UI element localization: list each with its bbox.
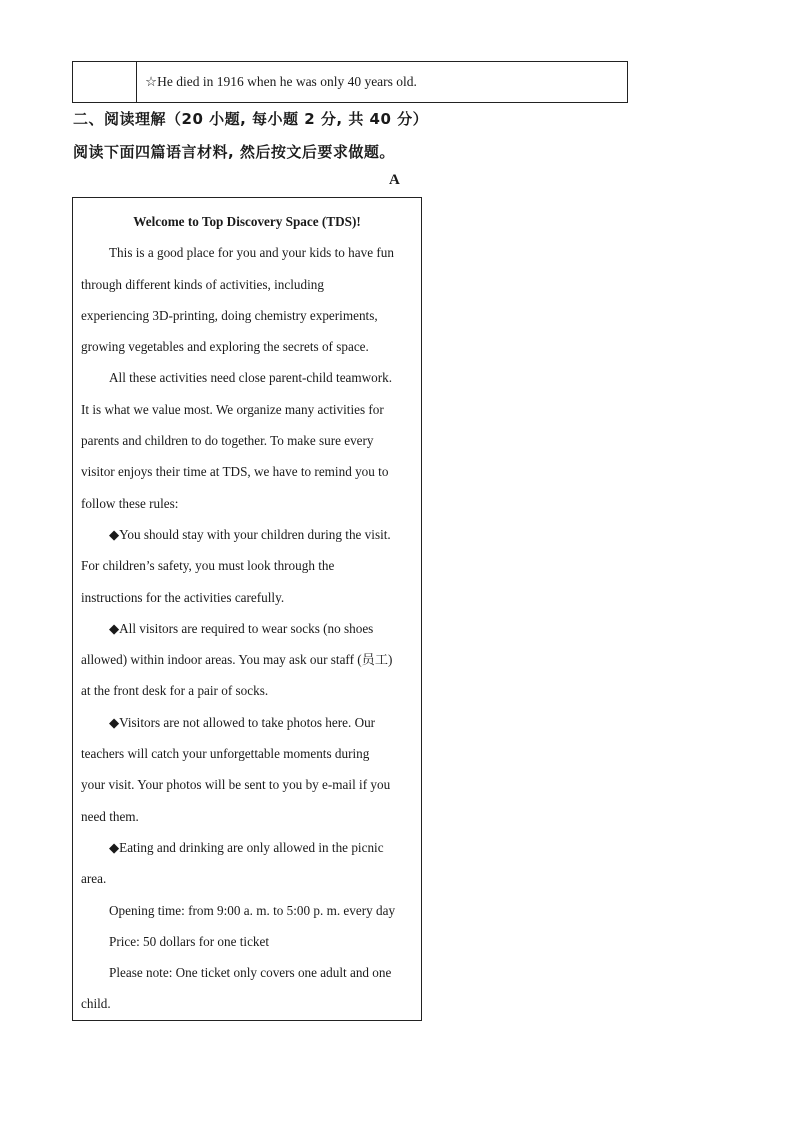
rule-line: ◆Eating and drinking are only allowed in the picnic bbox=[109, 839, 384, 855]
passage-line: allowed) within indoor areas. You may ask our staff (员工) bbox=[81, 652, 393, 668]
passage-line: teachers will catch your unforgettable moments during bbox=[81, 746, 370, 762]
passage-title: Welcome to Top Discovery Space (TDS)! bbox=[133, 214, 361, 229]
passage-line: visitor enjoys their time at TDS, we have to remind you to bbox=[81, 464, 389, 480]
passage-line: area. bbox=[81, 871, 107, 887]
passage-line: parents and children to do together. To make sure every bbox=[81, 433, 374, 449]
passage-box bbox=[72, 197, 422, 1021]
rule-line: ◆You should stay with your children during the visit. bbox=[109, 526, 391, 542]
ticket-price: Price: 50 dollars for one ticket bbox=[109, 933, 270, 949]
passage-line: child. bbox=[81, 996, 111, 1012]
passage-line: need them. bbox=[81, 808, 139, 824]
passage-label: A bbox=[389, 172, 400, 188]
section-heading: 二、阅读理解（20 小题, 每小题 2 分, 共 40 分） bbox=[73, 110, 429, 128]
passage-line: For children’s safety, you must look through the bbox=[81, 558, 335, 574]
passage-line: growing vegetables and exploring the secrets of space. bbox=[81, 339, 369, 355]
table-text-cell: ☆He died in 1916 when he was only 40 years old. bbox=[145, 74, 417, 89]
passage-line: your visit. Your photos will be sent to you by e-mail if you bbox=[81, 777, 391, 793]
opening-time: Opening time: from 9:00 a. m. to 5:00 p. m. every day bbox=[109, 902, 396, 918]
passage-line: through different kinds of activities, including bbox=[81, 276, 324, 292]
passage-line: All these activities need close parent-child teamwork. bbox=[109, 370, 393, 386]
passage-line: follow these rules: bbox=[81, 495, 179, 511]
rule-line: ◆Visitors are not allowed to take photos here. Our bbox=[109, 714, 376, 730]
rule-line: ◆All visitors are required to wear socks (no shoes bbox=[109, 620, 374, 636]
table-empty-cell bbox=[73, 62, 137, 102]
passage-line: experiencing 3D-printing, doing chemistry experiments, bbox=[81, 307, 378, 323]
continuation-table bbox=[72, 61, 628, 103]
ticket-note: Please note: One ticket only covers one adult and one bbox=[109, 965, 392, 981]
passage-line: It is what we value most. We organize many activities for bbox=[81, 401, 384, 417]
passage-line: at the front desk for a pair of socks. bbox=[81, 683, 269, 699]
reading-instruction: 阅读下面四篇语言材料, 然后按文后要求做题。 bbox=[73, 143, 395, 161]
passage-line: This is a good place for you and your kids to have fun bbox=[109, 245, 394, 261]
passage-line: instructions for the activities carefully. bbox=[81, 589, 285, 605]
